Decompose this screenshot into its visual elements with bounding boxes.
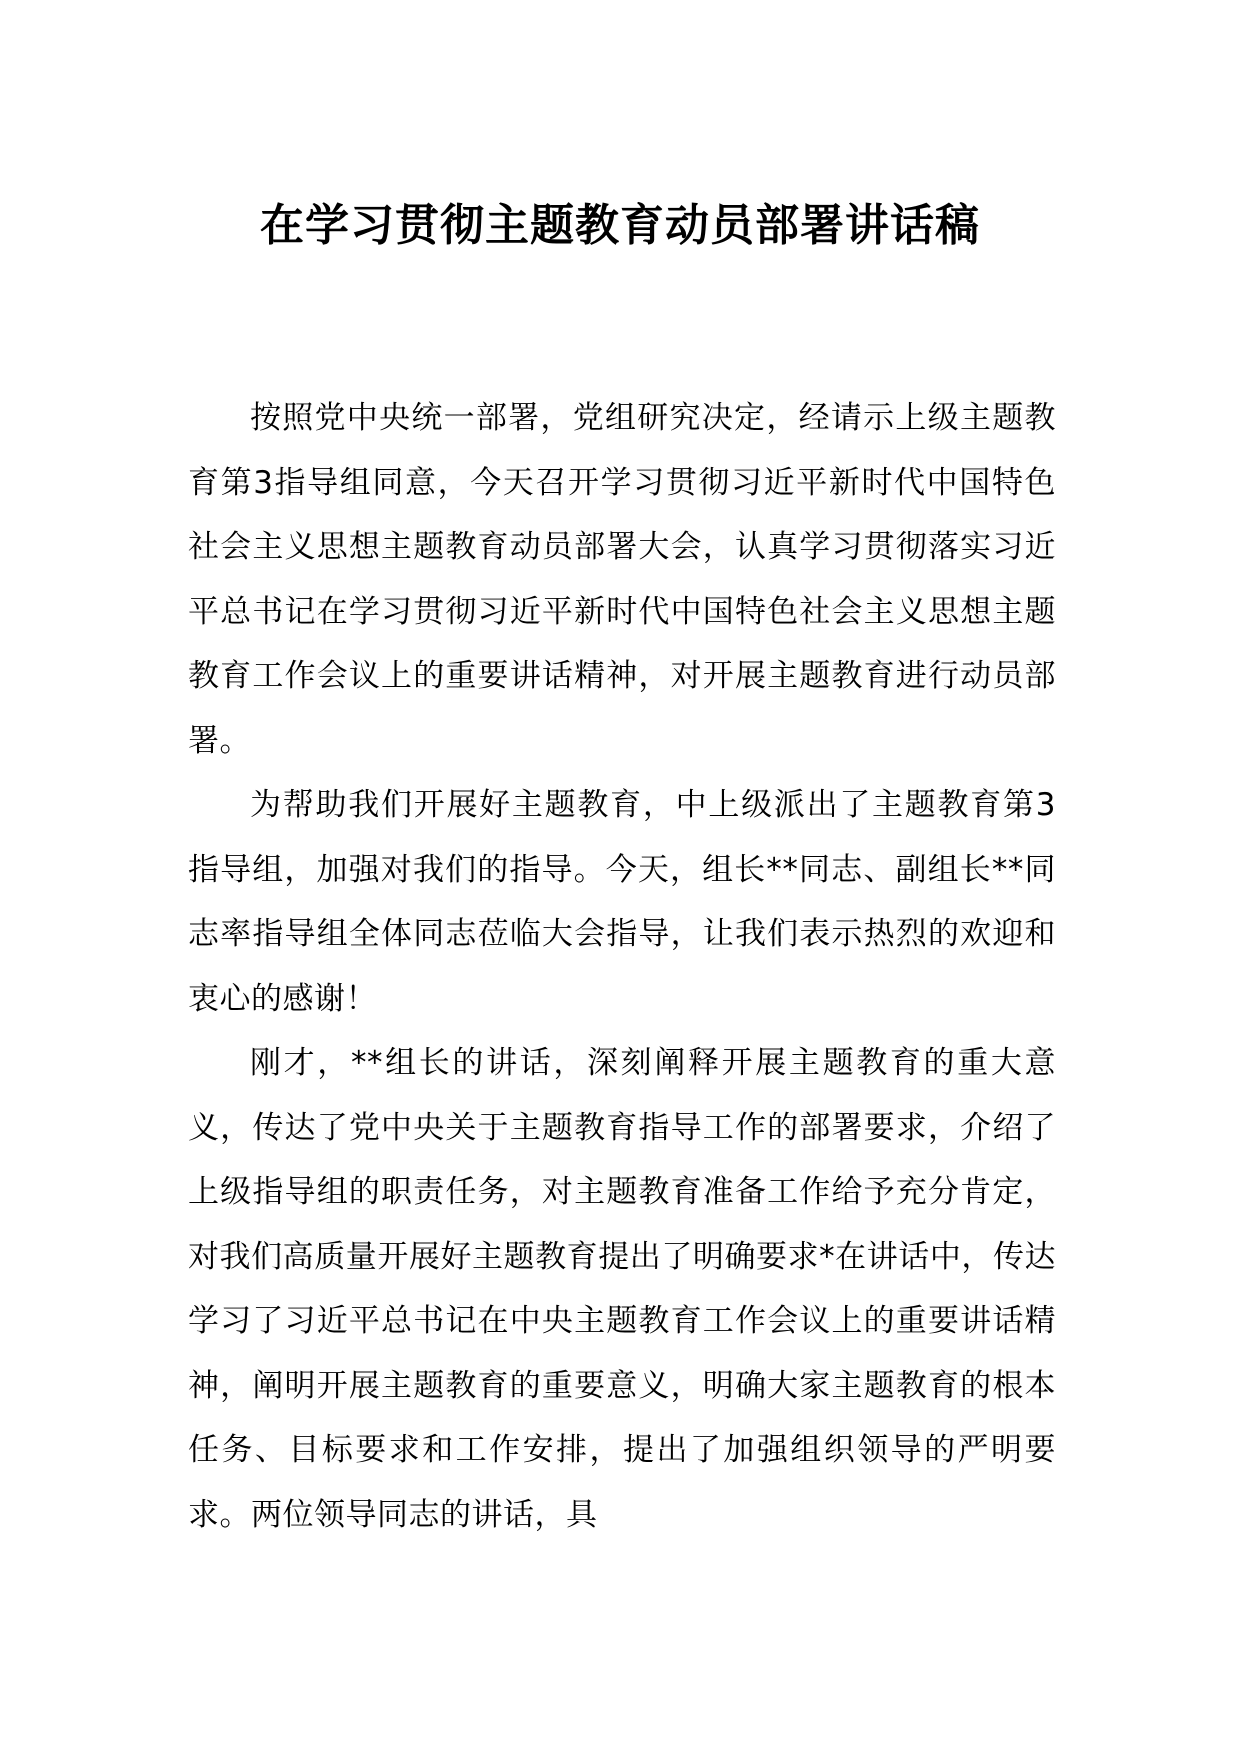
document-body bbox=[188, 386, 1056, 1547]
paragraph-2: 为帮助我们开展好主题教育，中上级派出了主题教育第3指导组，加强对我们的指导。今天，组长**同志、副组长**同志率指导组全体同志莅临大会指导，让我们表示热烈的欢迎和衷心的感谢！ bbox=[188, 787, 1056, 1017]
paragraph-3: 刚才，**组长的讲话，深刻阐释开展主题教育的重大意义，传达了党中央关于主题教育指导工作的部署要求，介绍了上级指导组的职责任务，对主题教育准备工作给予充分肯定，对我们高质量开展好主题教育提出了明确要求*在讲话中，传达学习了习近平总书记在中央主题教育工作会议上的重要讲话精神，阐明开展主题教育的重要意义，明确大家主题教育的根本任务、目标要求和工作安排，提出了加强组织领导的严明要求。两位领导同志的讲话，具 bbox=[188, 1045, 1056, 1533]
document-title: 在学习贯彻主题教育动员部署讲话稿 bbox=[260, 200, 980, 251]
paragraph-1: 按照党中央统一部署，党组研究决定，经请示上级主题教育第3指导组同意，今天召开学习贯彻习近平新时代中国特色社会主义思想主题教育动员部署大会，认真学习贯彻落实习近平总书记在学习贯彻习近平新时代中国特色社会主义思想主题教育工作会议上的重要讲话精神，对开展主题教育进行动员部署。 bbox=[188, 400, 1056, 759]
